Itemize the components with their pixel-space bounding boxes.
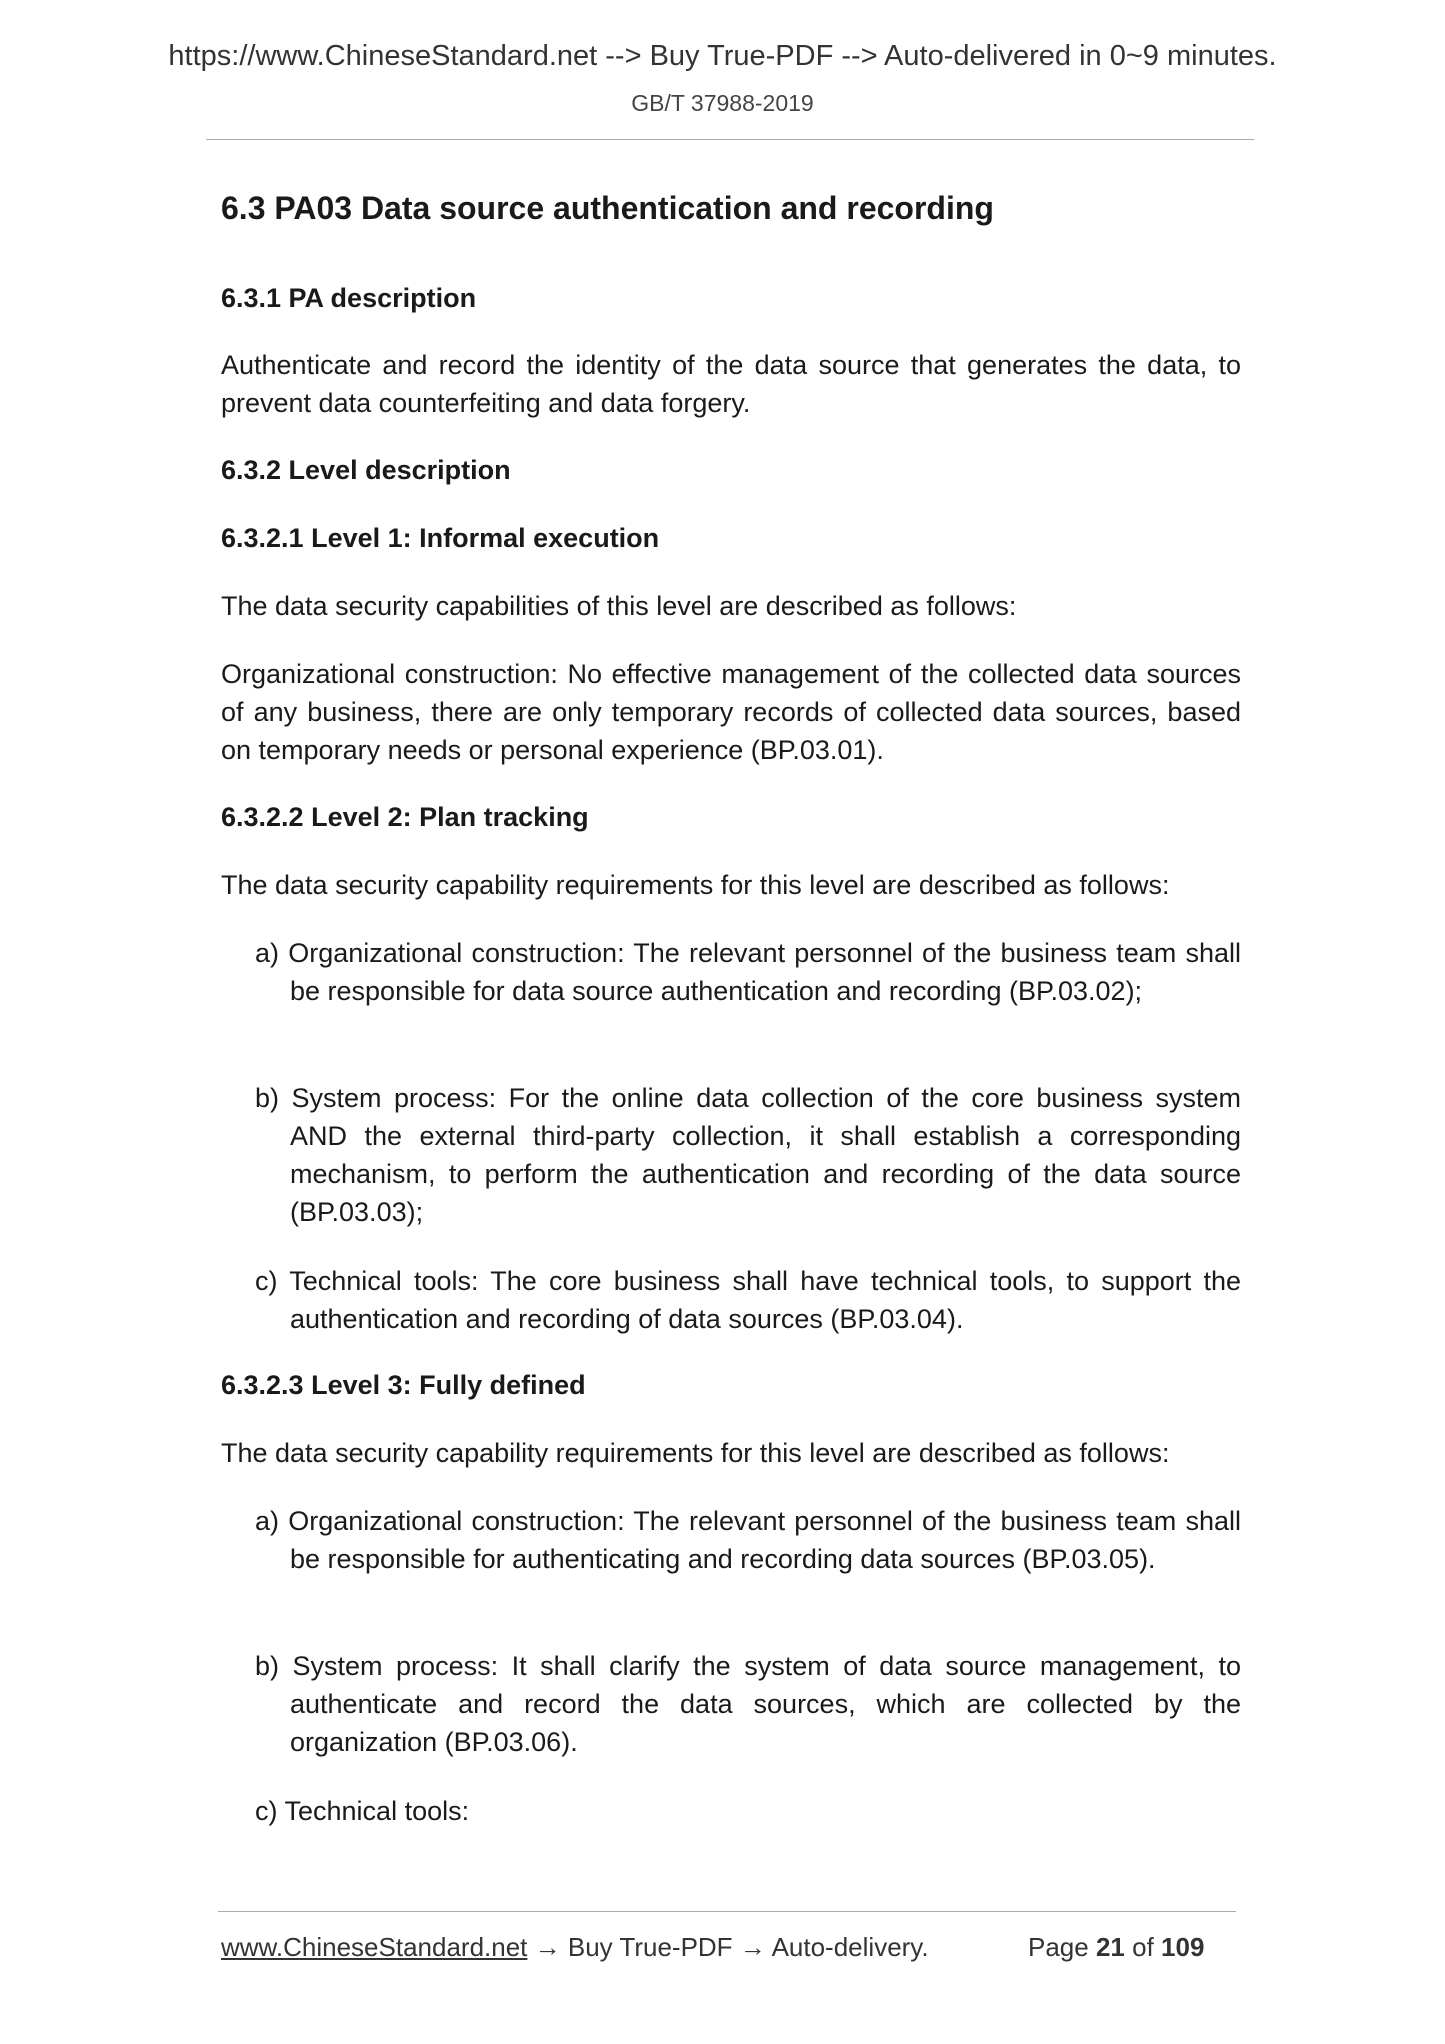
pa-description-text: Authenticate and record the identity of the data source that generates the data, to prevent data counterfeiting and data forgery. xyxy=(221,350,1241,418)
level-description-heading: 6.3.2 Level description xyxy=(221,455,511,485)
level1-heading: 6.3.2.1 Level 1: Informal execution xyxy=(221,523,660,553)
standard-number: GB/T 37988-2019 xyxy=(631,90,814,116)
of-label: of xyxy=(1132,1932,1154,1962)
level3-item-b: b) System process: It shall clarify the system of data source management, to authenticate and record the data sources, which are collected by the organization (BP.03.06). xyxy=(255,1651,1241,1757)
footer-tail: → Buy True-PDF → Auto-delivery. xyxy=(527,1932,929,1962)
header-banner: https://www.ChineseStandard.net --> Buy True-PDF --> Auto-delivered in 0~9 minutes. xyxy=(168,40,1277,72)
level2-heading: 6.3.2.2 Level 2: Plan tracking xyxy=(221,802,589,832)
footer-divider xyxy=(218,1911,1236,1912)
page-number: 21 xyxy=(1095,1932,1125,1962)
level3-item-c: c) Technical tools: xyxy=(255,1796,470,1826)
level2-item-b: b) System process: For the online data collection of the core business system AND the external third-party collection, it shall establish a corresponding mechanism, to perform the authentication and recording of the data source (BP.03.03); xyxy=(255,1083,1241,1227)
page-label: Page xyxy=(1028,1932,1089,1962)
level1-intro: The data security capabilities of this level are described as follows: xyxy=(221,591,1017,621)
total-pages: 109 xyxy=(1161,1932,1205,1962)
pa-description-heading: 6.3.1 PA description xyxy=(221,283,477,313)
level2-item-a: a) Organizational construction: The relevant personnel of the business team shall be responsible for data source authentication and recording (BP.03.02); xyxy=(255,938,1241,1006)
level2-intro: The data security capability requirements for this level are described as follows: xyxy=(221,870,1170,900)
level1-text: Organizational construction: No effective management of the collected data sources of any business, there are only temporary records of collected data sources, based on temporary needs or personal experience (BP.03.01). xyxy=(221,659,1241,765)
document-body xyxy=(221,0,1241,1880)
level3-intro: The data security capability requirements for this level are described as follows: xyxy=(221,1438,1170,1468)
footer-site-link[interactable]: www.ChineseStandard.net xyxy=(221,1932,528,1962)
page-indicator xyxy=(1028,1932,1204,1963)
level3-heading: 6.3.2.3 Level 3: Fully defined xyxy=(221,1370,586,1400)
section-title: 6.3 PA03 Data source authentication and recording xyxy=(221,190,994,226)
footer-text xyxy=(221,1932,929,1963)
level2-item-c: c) Technical tools: The core business shall have technical tools, to support the authentication and recording of data sources (BP.03.04). xyxy=(255,1266,1241,1334)
level3-item-a: a) Organizational construction: The relevant personnel of the business team shall be responsible for authenticating and recording data sources (BP.03.05). xyxy=(255,1506,1241,1574)
